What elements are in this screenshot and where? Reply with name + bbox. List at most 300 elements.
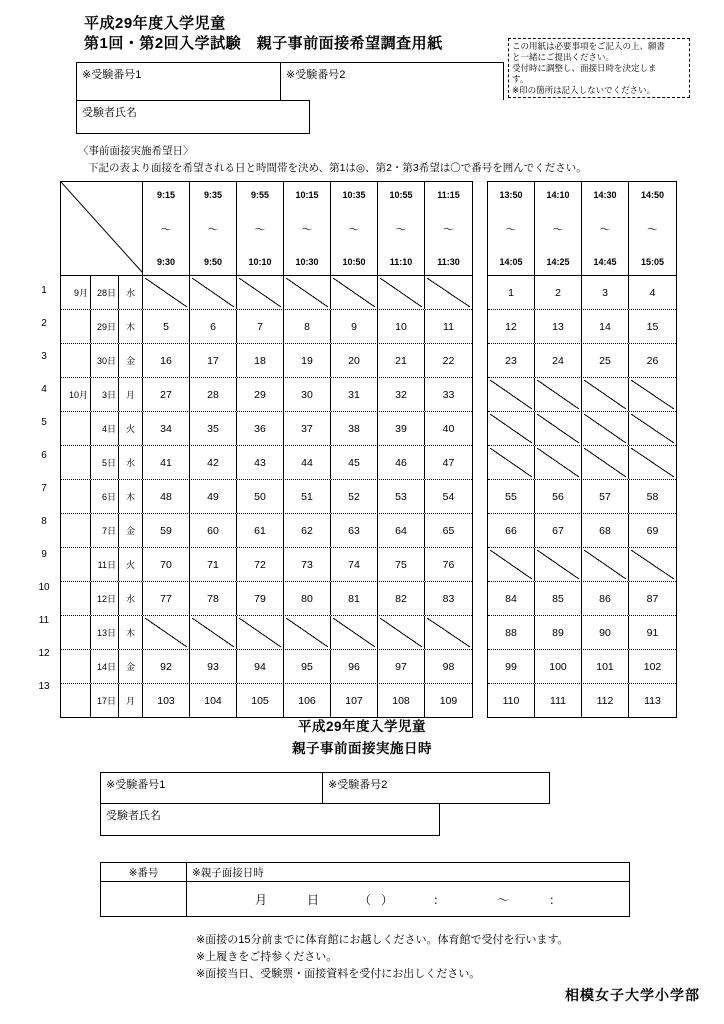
slot-number[interactable]: 85	[535, 582, 582, 615]
slot-number[interactable]: 5	[143, 310, 190, 343]
slot-number[interactable]: 91	[646, 626, 659, 639]
slot-start: 13:50	[499, 190, 523, 200]
date-dow: 水	[119, 582, 143, 615]
morning-slot-header-2	[237, 182, 284, 275]
row-index: 11	[38, 615, 50, 626]
slot-number[interactable]: 14	[582, 310, 629, 343]
date-day: 29日	[91, 310, 119, 343]
slot-number[interactable]: 37	[284, 412, 331, 445]
date-day: 30日	[91, 344, 119, 377]
date-month	[61, 344, 91, 377]
slot-start: 14:50	[640, 190, 665, 200]
slot-number[interactable]: 105	[237, 684, 284, 717]
slot-number[interactable]: 111	[535, 684, 582, 717]
slot-range-tilde: 〜	[207, 223, 219, 236]
slot-number[interactable]: 70	[143, 548, 190, 581]
exam-number-row-bottom	[100, 772, 550, 804]
slot-number[interactable]: 65	[442, 524, 455, 537]
slot-number[interactable]: 58	[646, 490, 659, 503]
slot-number[interactable]: 52	[331, 480, 378, 513]
interview-datetime-table	[100, 862, 630, 917]
slot-number[interactable]: 49	[190, 480, 237, 513]
bottom-title-line-1: 平成29年度入学児童	[297, 719, 427, 734]
slot-number[interactable]: 41	[143, 446, 190, 479]
slot-range-tilde: 〜	[552, 223, 564, 236]
slot-number[interactable]: 71	[190, 548, 237, 581]
slot-number[interactable]: 46	[378, 446, 425, 479]
slot-end: 9:50	[203, 257, 222, 267]
slot-number[interactable]: 89	[535, 616, 582, 649]
slot-number[interactable]: 24	[535, 344, 582, 377]
slot-end: 9:30	[156, 257, 175, 267]
slot-number[interactable]: 26	[646, 354, 659, 367]
date-day: 12日	[91, 582, 119, 615]
exam-number-2-field[interactable]: ※受験番号2	[286, 69, 346, 81]
slot-number[interactable]: 109	[439, 694, 458, 707]
row-index: 13	[38, 681, 50, 692]
slot-unavailable	[237, 616, 284, 649]
slot-number[interactable]: 80	[284, 582, 331, 615]
table-row	[488, 581, 676, 615]
date-month	[61, 446, 91, 479]
date-month: 9月	[61, 276, 91, 309]
table-row	[61, 615, 472, 649]
slot-unavailable	[237, 276, 284, 309]
row-index: 3	[41, 351, 47, 362]
slot-number[interactable]: 63	[331, 514, 378, 547]
slot-start: 10:55	[389, 190, 413, 200]
slot-number[interactable]: 8	[284, 310, 331, 343]
schedule-table	[28, 181, 677, 718]
slot-number[interactable]: 110	[488, 684, 535, 717]
title-line-1: 平成29年度入学児童	[84, 15, 226, 32]
slot-number[interactable]: 104	[190, 684, 237, 717]
date-month: 10月	[61, 378, 91, 411]
slot-number[interactable]: 50	[237, 480, 284, 513]
slot-number[interactable]: 19	[284, 344, 331, 377]
notice-line-1: この用紙は必要事項をご記入の上、願書	[512, 41, 666, 51]
date-dow: 木	[119, 310, 143, 343]
slot-end: 10:10	[248, 257, 272, 267]
row-index-header-spacer	[28, 181, 60, 274]
slot-number[interactable]: 39	[378, 412, 425, 445]
slot-start: 9:15	[156, 190, 175, 200]
slot-number[interactable]: 87	[646, 592, 659, 605]
slot-number[interactable]: 107	[331, 684, 378, 717]
table-row	[488, 649, 676, 683]
date-dow: 月	[119, 684, 143, 717]
footer-note-1: ※面接の15分前までに体育館にお越しください。体育館で受付を行います。	[196, 934, 569, 946]
slot-number[interactable]: 72	[237, 548, 284, 581]
table-row	[488, 377, 676, 411]
exam-number-row	[76, 62, 504, 100]
slot-number[interactable]: 113	[644, 694, 661, 707]
slot-number[interactable]: 7	[237, 310, 284, 343]
slot-number[interactable]: 77	[143, 582, 190, 615]
morning-slot-header-4	[331, 182, 378, 275]
slot-number[interactable]: 55	[488, 480, 535, 513]
datetime-glyph-3: ）	[380, 892, 393, 907]
slot-number[interactable]: 103	[143, 684, 190, 717]
slot-number[interactable]: 92	[143, 650, 190, 683]
slot-range-tilde: 〜	[599, 223, 611, 236]
slot-number[interactable]: 11	[443, 320, 454, 333]
slot-number[interactable]: 108	[378, 684, 425, 717]
slot-end: 11:30	[437, 257, 460, 267]
interview-datetime-input[interactable]	[187, 882, 629, 916]
slot-number[interactable]: 18	[237, 344, 284, 377]
slot-number[interactable]: 101	[582, 650, 629, 683]
slot-number[interactable]: 6	[190, 310, 237, 343]
footer-note-2: ※上履きをご持参ください。	[196, 951, 338, 964]
date-month	[61, 650, 91, 683]
date-dow: 月	[119, 378, 143, 411]
notice-line-2: と一緒にご提出ください。	[512, 51, 615, 62]
table-row	[488, 445, 676, 479]
table-row	[61, 513, 472, 547]
date-dow: 木	[119, 616, 143, 649]
slot-number[interactable]: 48	[143, 480, 190, 513]
table-row	[61, 343, 472, 377]
slot-unavailable	[143, 276, 190, 309]
date-day: 28日	[91, 276, 119, 309]
slot-number[interactable]: 74	[331, 548, 378, 581]
slot-number[interactable]: 59	[143, 514, 190, 547]
morning-slot-header-0	[143, 182, 190, 275]
slot-range-tilde: 〜	[301, 223, 313, 236]
slot-number[interactable]: 43	[237, 446, 284, 479]
date-dow: 水	[119, 276, 143, 309]
slot-number[interactable]: 98	[442, 660, 455, 673]
slot-unavailable	[488, 378, 535, 411]
notice-line-5: ※印の箇所は記入しないでください。	[512, 84, 656, 95]
slot-number[interactable]: 34	[143, 412, 190, 445]
date-dow: 金	[119, 514, 143, 547]
slot-unavailable	[535, 446, 582, 479]
slot-number[interactable]: 2	[535, 276, 582, 309]
table-row	[61, 377, 472, 411]
slot-number[interactable]: 4	[649, 286, 656, 299]
date-month	[61, 582, 91, 615]
slot-number[interactable]: 44	[284, 446, 331, 479]
slot-number[interactable]: 95	[284, 650, 331, 683]
table-row	[488, 479, 676, 513]
slot-range-tilde: 〜	[395, 223, 407, 236]
slot-unavailable	[488, 446, 535, 479]
slot-unavailable	[425, 616, 472, 649]
table-row	[61, 683, 472, 717]
datetime-glyph-1: 日	[306, 892, 319, 907]
date-month	[61, 514, 91, 547]
slot-number[interactable]: 15	[646, 320, 659, 333]
slot-number[interactable]: 84	[488, 582, 535, 615]
morning-header-row	[61, 182, 472, 275]
slot-start: 11:15	[437, 190, 460, 200]
datetime-glyph-6: ：	[549, 892, 562, 907]
slot-number[interactable]: 60	[190, 514, 237, 547]
table-row	[61, 309, 472, 343]
afternoon-slot-header-1	[535, 182, 582, 275]
slot-end: 14:45	[593, 257, 617, 267]
slot-number[interactable]: 97	[378, 650, 425, 683]
slot-number[interactable]: 31	[331, 378, 378, 411]
slot-number[interactable]: 106	[284, 684, 331, 717]
slot-number[interactable]: 1	[488, 276, 535, 309]
interview-datetime-body-row	[101, 882, 629, 916]
slot-range-tilde: 〜	[505, 223, 517, 236]
morning-slot-header-5	[378, 182, 425, 275]
slot-unavailable	[582, 378, 629, 411]
slot-end: 10:30	[295, 257, 319, 267]
date-day: 5日	[91, 446, 119, 479]
slot-unavailable	[378, 276, 425, 309]
slot-number[interactable]: 3	[582, 276, 629, 309]
slot-number[interactable]: 12	[488, 310, 535, 343]
slot-number[interactable]: 36	[237, 412, 284, 445]
date-dow: 火	[119, 548, 143, 581]
slot-number[interactable]: 90	[582, 616, 629, 649]
slot-number[interactable]: 79	[237, 582, 284, 615]
slot-number[interactable]: 68	[582, 514, 629, 547]
exam-number-2-field-bottom[interactable]: ※受験番号2	[328, 779, 388, 791]
slot-number[interactable]: 42	[190, 446, 237, 479]
slot-unavailable	[629, 548, 676, 581]
school-name: 相模女子大学小学部	[565, 987, 700, 1003]
notice-line-3: 受付時に調整し、面接日時を決定しま	[512, 62, 657, 73]
slot-unavailable	[582, 548, 629, 581]
slot-unavailable	[629, 378, 676, 411]
table-row	[61, 411, 472, 445]
slot-number[interactable]: 9	[331, 310, 378, 343]
footer-notes	[196, 932, 569, 983]
slot-number[interactable]: 75	[378, 548, 425, 581]
datetime-glyph-2: （	[358, 892, 371, 907]
slot-unavailable	[629, 446, 676, 479]
slot-number[interactable]: 27	[143, 378, 190, 411]
slot-number[interactable]: 53	[378, 480, 425, 513]
slot-number[interactable]: 54	[442, 490, 455, 503]
date-day: 6日	[91, 480, 119, 513]
slot-number[interactable]: 62	[284, 514, 331, 547]
slot-unavailable	[488, 412, 535, 445]
slot-number[interactable]: 86	[582, 582, 629, 615]
slot-number[interactable]: 78	[190, 582, 237, 615]
slot-end: 14:05	[499, 257, 523, 267]
interview-datetime-header: ※親子面接日時	[192, 866, 264, 879]
slot-unavailable	[488, 548, 535, 581]
applicant-form-top	[76, 62, 504, 134]
morning-slot-header-6	[425, 182, 472, 275]
slot-number[interactable]: 40	[442, 422, 455, 435]
slot-start: 14:10	[546, 190, 570, 200]
row-index: 6	[41, 450, 47, 461]
slot-range-tilde: 〜	[647, 223, 658, 236]
slot-number[interactable]: 100	[535, 650, 582, 683]
slot-range-tilde: 〜	[254, 223, 266, 236]
row-index: 8	[41, 516, 47, 527]
slot-number[interactable]: 22	[442, 354, 455, 367]
date-dow: 木	[119, 480, 143, 513]
date-dow: 金	[119, 650, 143, 683]
table-row	[61, 479, 472, 513]
slot-number[interactable]: 56	[535, 480, 582, 513]
slot-start: 9:55	[250, 190, 269, 200]
slot-number[interactable]: 13	[535, 310, 582, 343]
slot-number[interactable]: 47	[442, 456, 455, 469]
table-row	[488, 275, 676, 309]
table-row	[61, 581, 472, 615]
applicant-name-field[interactable]: 受験者氏名	[76, 100, 310, 134]
table-row	[488, 411, 676, 445]
table-row	[488, 547, 676, 581]
slot-number[interactable]: 38	[331, 412, 378, 445]
slot-number[interactable]: 67	[535, 514, 582, 547]
afternoon-slot-header-3	[629, 182, 676, 275]
slot-unavailable	[190, 276, 237, 309]
date-dow: 火	[119, 412, 143, 445]
slot-start: 10:35	[342, 190, 366, 200]
slot-unavailable	[582, 412, 629, 445]
slot-end: 11:10	[389, 257, 413, 267]
slot-unavailable	[535, 378, 582, 411]
slot-number[interactable]: 32	[378, 378, 425, 411]
afternoon-slot-header-2	[582, 182, 629, 275]
footer-note-3: ※面接当日、受験票・面接資料を受付にお出しください。	[196, 968, 481, 981]
slot-start: 10:15	[295, 190, 319, 200]
slot-number[interactable]: 61	[237, 514, 284, 547]
slot-number[interactable]: 16	[143, 344, 190, 377]
slot-number[interactable]: 82	[378, 582, 425, 615]
morning-slot-header-1	[190, 182, 237, 275]
slot-number[interactable]: 17	[190, 344, 237, 377]
slot-unavailable	[629, 412, 676, 445]
slot-unavailable	[535, 548, 582, 581]
slot-number[interactable]: 30	[284, 378, 331, 411]
bottom-title-line-2: 親子事前面接実施日時	[292, 741, 432, 756]
slot-unavailable	[582, 446, 629, 479]
afternoon-block	[487, 181, 677, 718]
slot-number[interactable]: 35	[190, 412, 237, 445]
slot-end: 10:50	[342, 257, 366, 267]
datetime-glyph-5: 〜	[497, 892, 510, 907]
slot-number[interactable]: 76	[442, 558, 455, 571]
slot-number[interactable]: 102	[643, 660, 662, 673]
row-index: 12	[38, 648, 50, 659]
row-index: 7	[41, 483, 47, 494]
corner-diagonal-cell	[61, 182, 143, 275]
table-row	[488, 683, 676, 717]
slot-number[interactable]: 33	[442, 388, 455, 401]
morning-slot-header-3	[284, 182, 331, 275]
slot-number[interactable]: 28	[190, 378, 237, 411]
exam-number-1-field-bottom[interactable]: ※受験番号1	[101, 773, 323, 803]
row-index: 5	[41, 417, 47, 428]
slot-unavailable	[190, 616, 237, 649]
slot-number[interactable]: 96	[331, 650, 378, 683]
date-day: 14日	[91, 650, 119, 683]
slot-number[interactable]: 20	[331, 344, 378, 377]
date-day: 7日	[91, 514, 119, 547]
table-row	[61, 275, 472, 309]
slot-number[interactable]: 66	[488, 514, 535, 547]
slot-number[interactable]: 81	[331, 582, 378, 615]
date-month	[61, 412, 91, 445]
slot-unavailable	[425, 276, 472, 309]
slot-number[interactable]: 73	[284, 548, 331, 581]
applicant-name-field-bottom[interactable]: 受験者氏名	[100, 804, 440, 836]
date-day: 13日	[91, 616, 119, 649]
row-index-column	[28, 181, 60, 703]
datetime-glyph-0: 月	[254, 892, 267, 907]
slot-number[interactable]: 64	[378, 514, 425, 547]
row-index: 10	[38, 582, 50, 593]
row-index: 2	[41, 318, 47, 329]
slot-number[interactable]: 112	[582, 684, 629, 717]
table-row	[488, 615, 676, 649]
slot-start: 9:35	[203, 190, 222, 200]
slot-number[interactable]: 29	[237, 378, 284, 411]
title-line-2: 第1回・第2回入学試験 親子事前面接希望調査用紙	[84, 35, 443, 53]
table-row	[61, 649, 472, 683]
date-day: 11日	[91, 548, 119, 581]
slot-range-tilde: 〜	[160, 223, 172, 236]
slot-number[interactable]: 25	[582, 344, 629, 377]
table-row	[488, 513, 676, 547]
date-month	[61, 310, 91, 343]
slot-unavailable	[143, 616, 190, 649]
slot-number[interactable]: 93	[190, 650, 237, 683]
slot-number[interactable]: 23	[488, 344, 535, 377]
date-dow: 金	[119, 344, 143, 377]
slot-start: 14:30	[593, 190, 617, 200]
table-row	[488, 309, 676, 343]
date-day: 17日	[91, 684, 119, 717]
datetime-glyph-4: ：	[433, 892, 446, 907]
slot-number[interactable]: 83	[442, 592, 455, 605]
document-title	[84, 14, 443, 55]
row-index: 4	[41, 384, 47, 395]
table-row	[61, 547, 472, 581]
row-index: 9	[41, 549, 47, 560]
row-index: 1	[41, 285, 47, 296]
date-month	[61, 480, 91, 513]
interview-datetime-header-row	[101, 863, 629, 882]
slot-number[interactable]: 45	[331, 446, 378, 479]
date-day: 4日	[91, 412, 119, 445]
slot-number[interactable]: 69	[646, 524, 659, 537]
slot-number[interactable]: 99	[488, 650, 535, 683]
interview-number-input[interactable]	[101, 882, 187, 916]
slot-number[interactable]: 10	[378, 310, 425, 343]
applicant-form-bottom	[100, 772, 550, 836]
table-row	[61, 445, 472, 479]
slot-unavailable	[535, 412, 582, 445]
slot-number[interactable]: 51	[284, 480, 331, 513]
slot-unavailable	[284, 276, 331, 309]
slot-number[interactable]: 94	[237, 650, 284, 683]
date-month	[61, 548, 91, 581]
notice-box	[508, 38, 690, 98]
afternoon-slot-header-0	[488, 182, 535, 275]
slot-number[interactable]: 88	[488, 616, 535, 649]
date-month	[61, 684, 91, 717]
notice-line-4: す。	[512, 73, 529, 84]
slot-number[interactable]: 21	[378, 344, 425, 377]
morning-block	[60, 181, 473, 718]
slot-number[interactable]: 57	[582, 480, 629, 513]
exam-number-1-field[interactable]: ※受験番号1	[77, 63, 281, 100]
slot-unavailable	[284, 616, 331, 649]
